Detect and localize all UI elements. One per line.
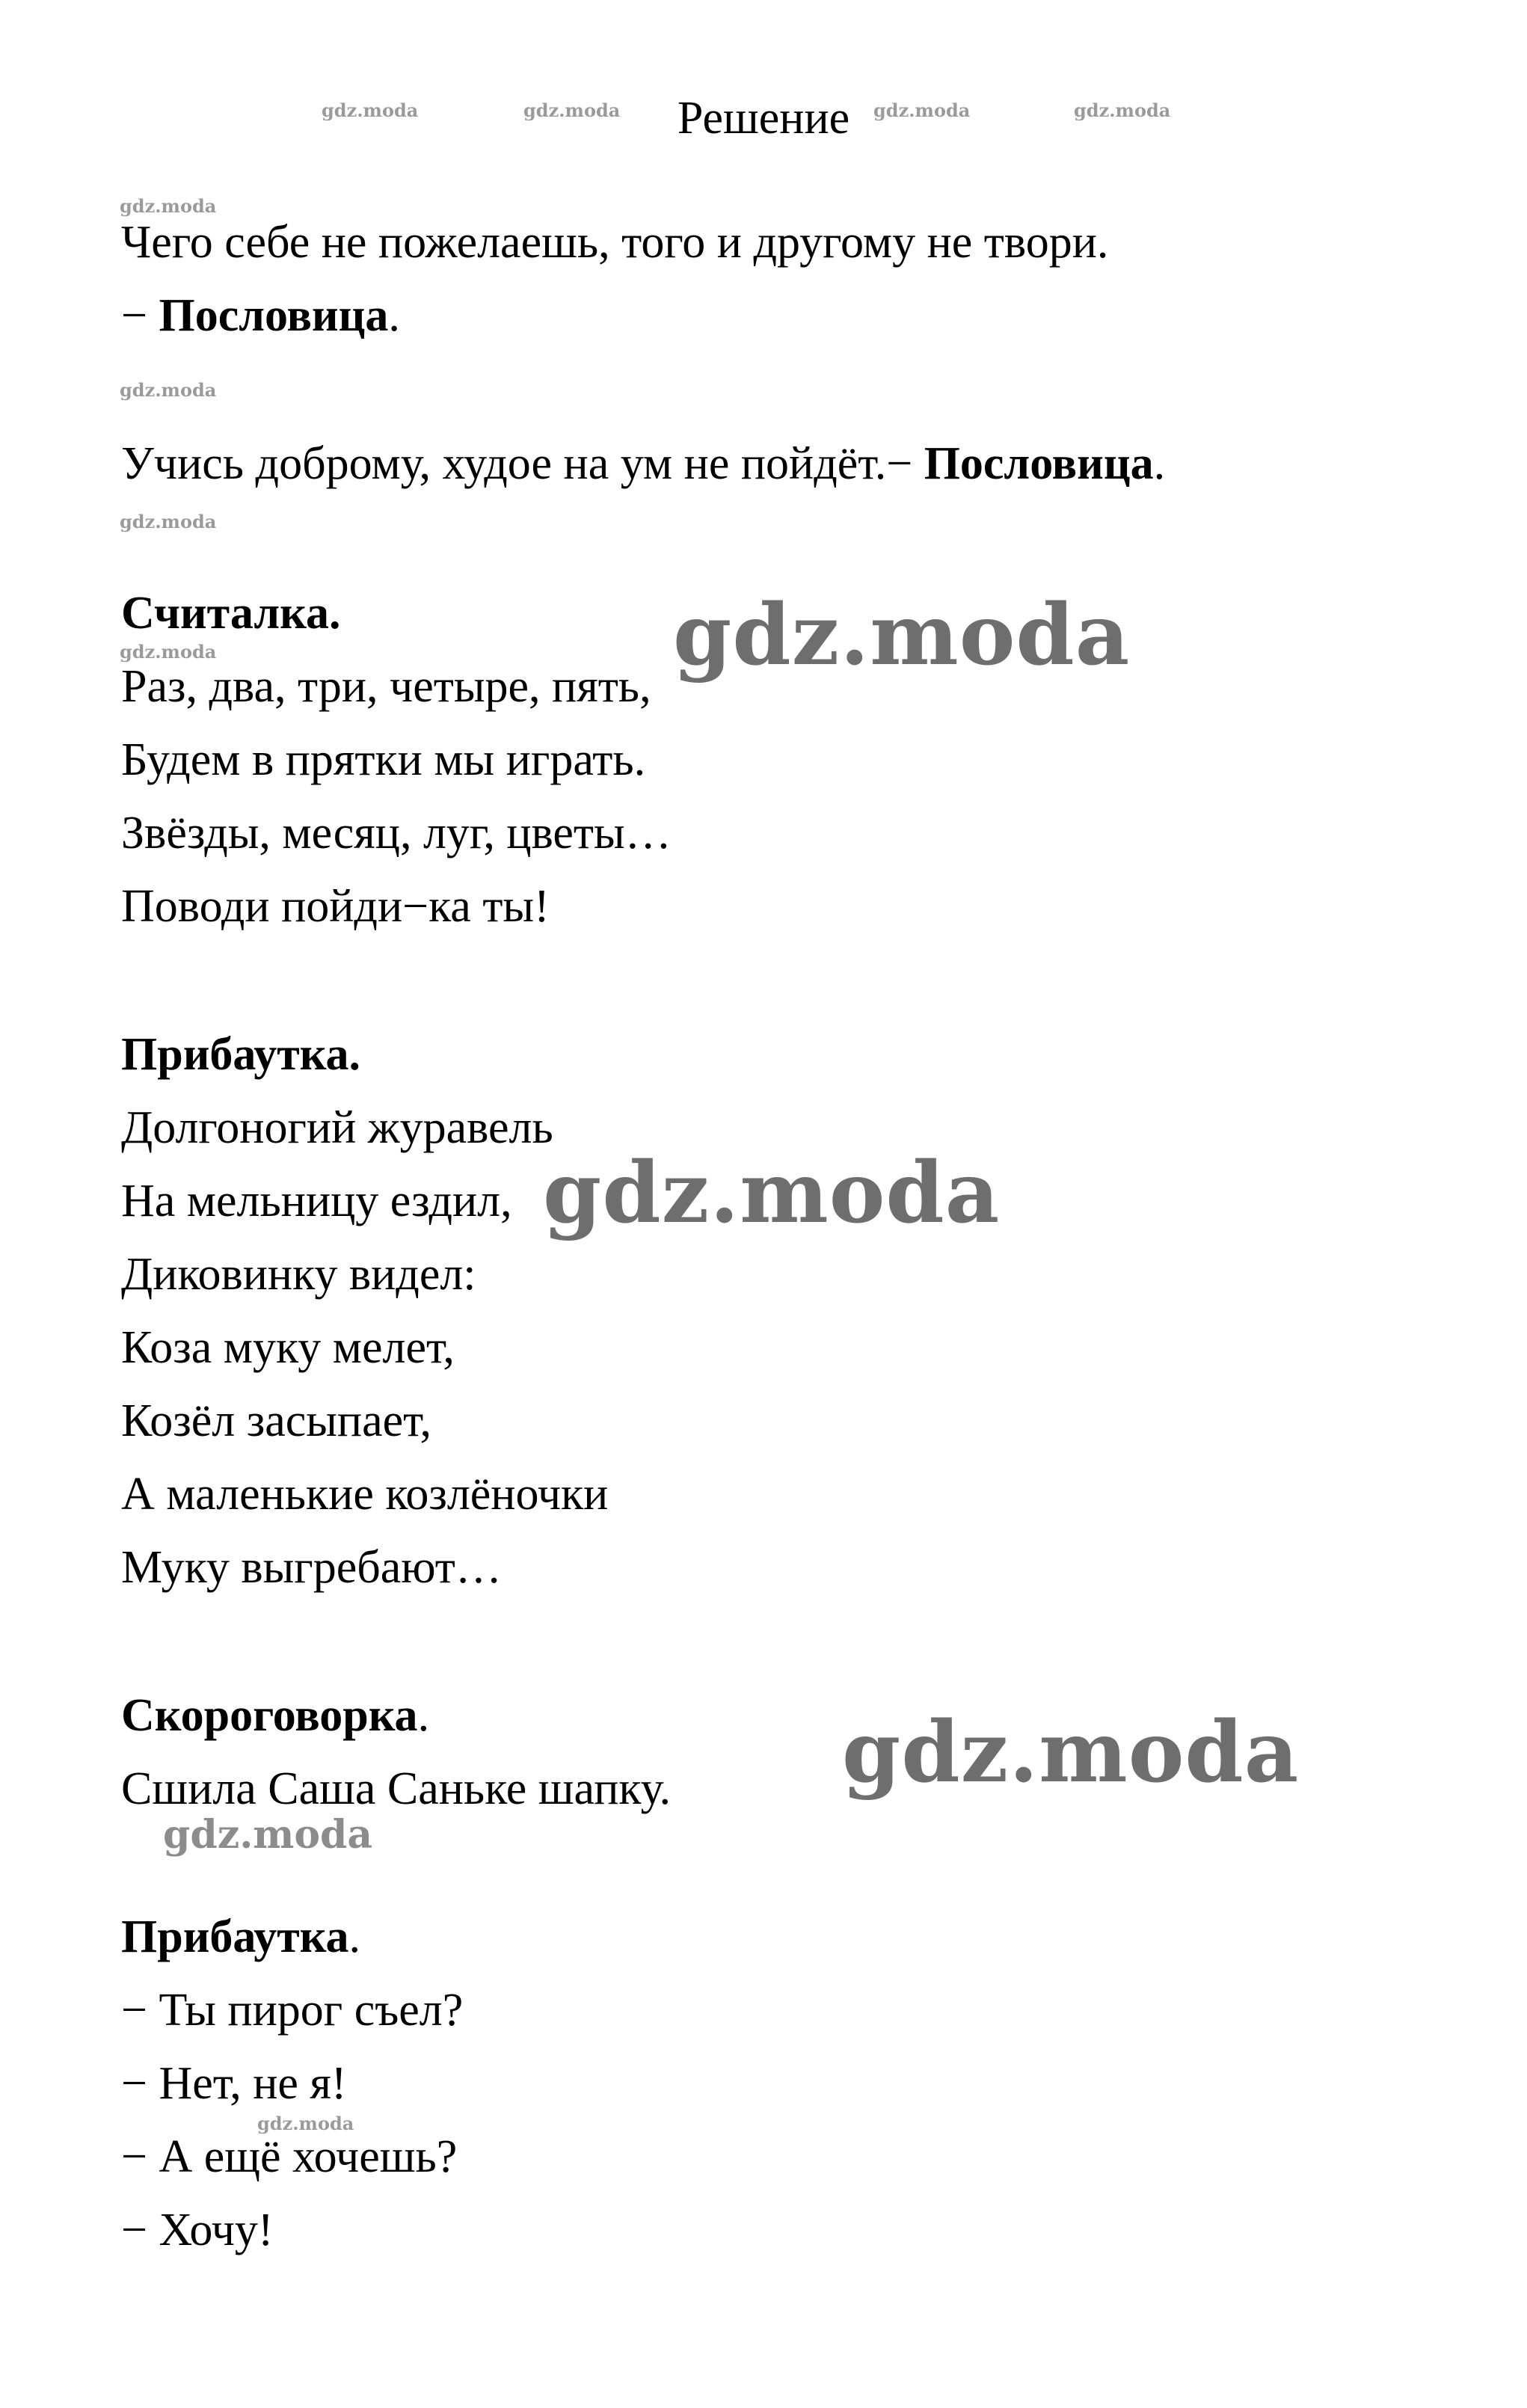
pribautka-1-line: Долгоногий журавель	[121, 1102, 553, 1153]
watermark: gdz.moda	[673, 586, 1131, 684]
pribautka-2-line: − Нет, не я!	[121, 2058, 347, 2109]
proverb-2-text: Учись доброму, худое на ум не пойдёт.	[121, 438, 887, 489]
watermark: gdz.moda	[1074, 99, 1171, 121]
pribautka-1-line: Диковинку видел:	[121, 1249, 476, 1300]
period: .	[388, 290, 400, 341]
dash: −	[121, 290, 159, 341]
watermark: gdz.moda	[873, 99, 971, 121]
tongue-twister-line: Сшила Саша Саньке шапку.	[121, 1763, 671, 1814]
pribautka-2-line: − Хочу!	[121, 2205, 274, 2255]
watermark: gdz.moda	[523, 99, 621, 121]
pribautka-1-heading: Прибаутка.	[121, 1029, 361, 1080]
tongue-twister-heading: Скороговорка.	[121, 1690, 430, 1741]
proverb-1-text: Чего себе не пожелаешь, того и другому не твори.	[121, 217, 1109, 268]
dash: −	[886, 438, 924, 489]
period: .	[417, 1690, 430, 1741]
proverb-2	[121, 434, 1165, 494]
counting-rhyme-line: Раз, два, три, четыре, пять,	[121, 661, 651, 712]
counting-rhyme-heading: Считалка.	[121, 588, 341, 639]
pribautka-2-heading: Прибаутка.	[121, 1911, 361, 1962]
counting-rhyme-line: Поводи пойди−ка ты!	[121, 881, 550, 932]
watermark: gdz.moda	[120, 379, 217, 401]
page-title: Решение	[677, 93, 850, 144]
watermark: gdz.moda	[842, 1704, 1300, 1802]
watermark: gdz.moda	[120, 195, 217, 217]
proverb-label: Пословица	[159, 290, 389, 341]
pribautka-1-line: А маленькие козлёночки	[121, 1469, 609, 1520]
pribautka-1-line: Муку выгребают…	[121, 1542, 502, 1593]
watermark: gdz.moda	[120, 641, 217, 663]
watermark: gdz.moda	[120, 511, 217, 532]
period: .	[1153, 438, 1166, 489]
period: .	[348, 1911, 361, 1962]
watermark: gdz.moda	[543, 1144, 1001, 1242]
pribautka-2-line: − Ты пирог съел?	[121, 1985, 464, 2036]
pribautka-1-line: Козёл засыпает,	[121, 1395, 432, 1446]
counting-rhyme-line: Звёзды, месяц, луг, цветы…	[121, 808, 672, 859]
pribautka-1-line: На мельницу ездил,	[121, 1176, 512, 1226]
pribautka-2-line: − А ещё хочешь?	[121, 2131, 458, 2182]
proverb-1-attribution	[121, 286, 400, 345]
watermark: gdz.moda	[322, 99, 419, 121]
proverb-label: Пословица	[924, 438, 1154, 489]
watermark: gdz.moda	[257, 2113, 354, 2134]
counting-rhyme-line: Будем в прятки мы играть.	[121, 734, 646, 785]
watermark: gdz.moda	[163, 1812, 373, 1858]
pribautka-1-line: Коза муку мелет,	[121, 1322, 455, 1373]
